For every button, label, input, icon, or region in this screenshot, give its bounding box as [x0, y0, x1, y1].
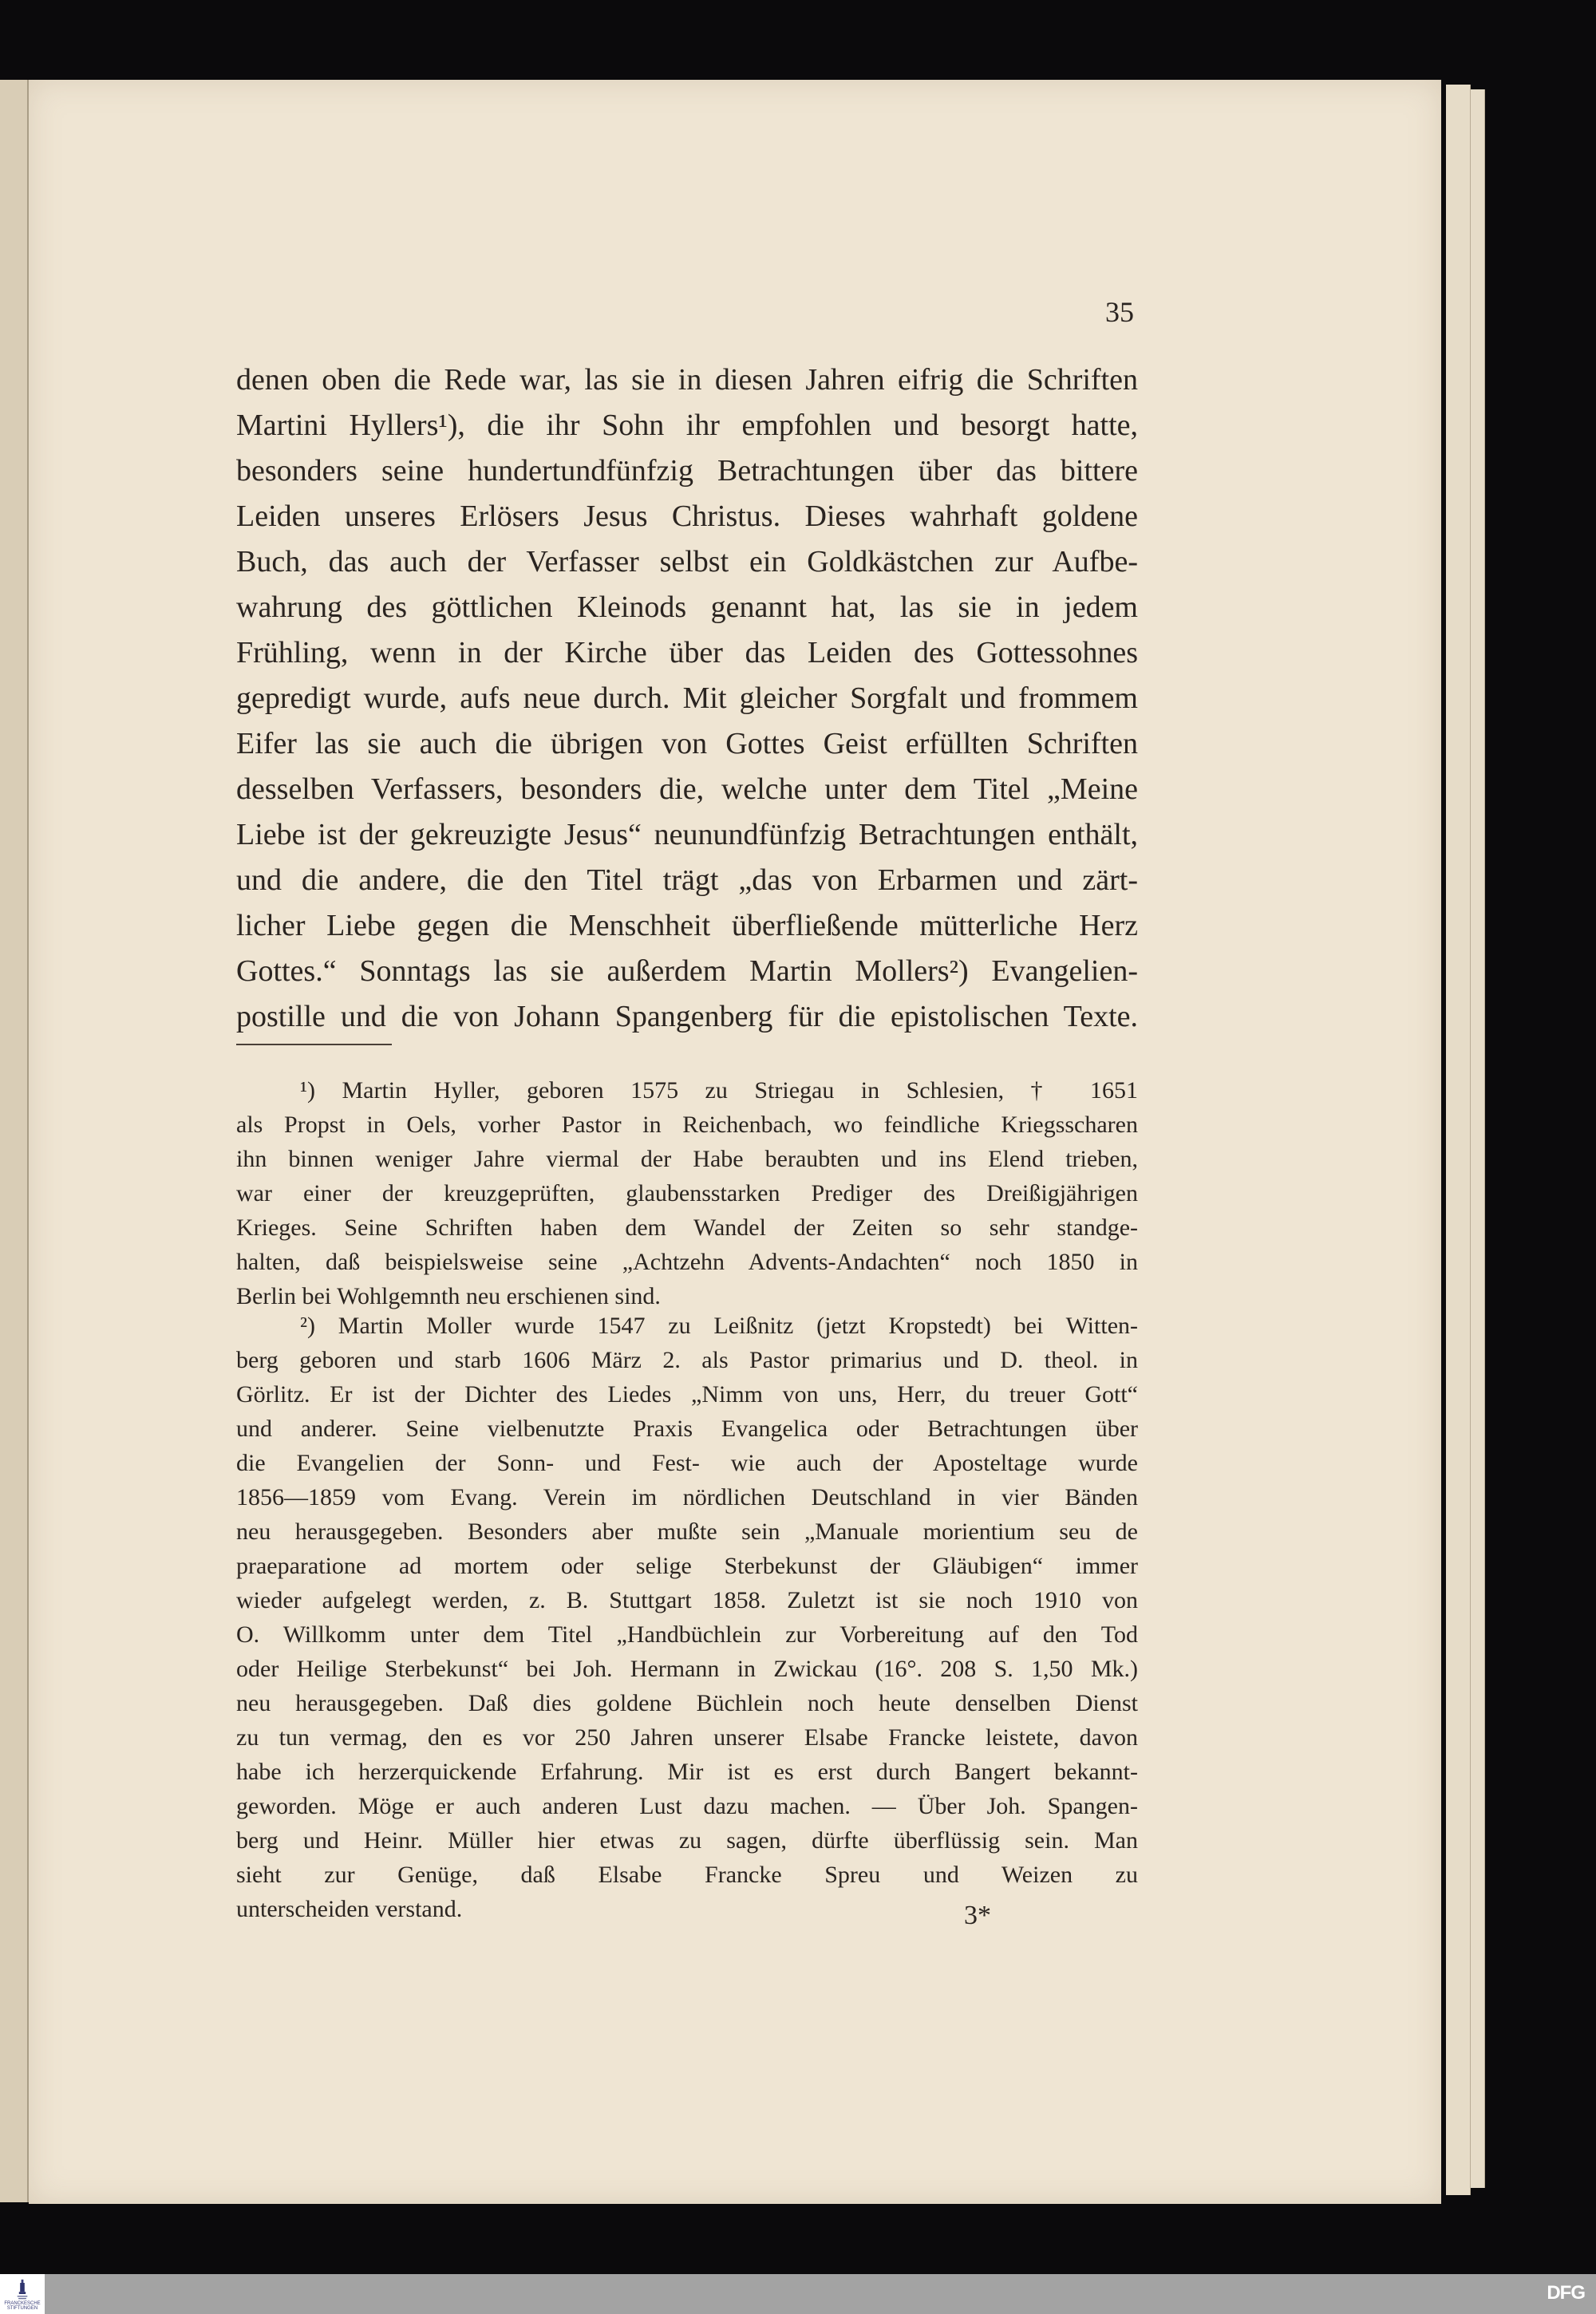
text-line: denen oben die Rede war, las sie in diesen Jahren eifrig die Schriften — [236, 363, 1138, 397]
footnote-separator — [236, 1044, 392, 1045]
text-line: ihn binnen weniger Jahre viermal der Habe beraubten und ins Elend trieben, — [236, 1146, 1138, 1172]
text-line: wieder aufgelegt werden, z. B. Stuttgart 1858. Zuletzt ist sie noch 1910 von — [236, 1587, 1138, 1613]
text-line: Liebe ist der gekreuzigte Jesus“ neunundfünfzig Betrachtungen enthält, — [236, 818, 1138, 851]
text-line: zu tun vermag, den es vor 250 Jahren unserer Elsabe Francke leistete, davon — [236, 1724, 1138, 1751]
text-line: unterscheiden verstand. — [236, 1896, 463, 1922]
facing-page-edge — [0, 80, 29, 2202]
text-line: Görlitz. Er ist der Dichter des Liedes „Nimm von uns, Herr, du treuer Gott“ — [236, 1381, 1138, 1408]
text-line: halten, daß beispielsweise seine „Achtzehn Advents-Andachten“ noch 1850 in — [236, 1249, 1138, 1275]
text-line: Berlin bei Wohlgemnth neu erschienen sind. — [236, 1283, 661, 1309]
text-line: als Propst in Oels, vorher Pastor in Reichenbach, wo feindliche Kriegsscharen — [236, 1112, 1138, 1138]
dfg-logo: DFG — [1547, 2282, 1585, 2304]
statue-icon — [17, 2276, 28, 2301]
text-line: neu herausgegeben. Daß dies goldene Büchlein noch heute denselben Dienst — [236, 1690, 1138, 1716]
text-line: Frühling, wenn in der Kirche über das Leiden des Gottessohnes — [236, 636, 1138, 669]
text-line: und anderer. Seine vielbenutzte Praxis Evangelica oder Betrachtungen über — [236, 1416, 1138, 1442]
text-line: desselben Verfassers, besonders die, welche unter dem Titel „Meine — [236, 772, 1138, 806]
text-line: berg geboren und starb 1606 März 2. als Pastor primarius und D. theol. in — [236, 1347, 1138, 1373]
main-text — [236, 357, 1138, 1040]
text-line: neu herausgegeben. Besonders aber mußte sein „Manuale morientium seu de — [236, 1518, 1138, 1545]
institution-logo-text: FRANCKESCHE STIFTUNGEN — [4, 2301, 41, 2311]
institution-logo — [0, 2274, 45, 2314]
text-line: sieht zur Genüge, daß Elsabe Francke Spreu und Weizen zu — [236, 1862, 1138, 1888]
text-line: gepredigt wurde, aufs neue durch. Mit gleicher Sorgfalt und frommem — [236, 681, 1138, 715]
footnote-2 — [236, 1309, 1138, 1926]
text-line: wahrung des göttlichen Kleinods genannt hat, las sie in jedem — [236, 590, 1138, 624]
text-line: besonders seine hundertundfünfzig Betrachtungen über das bittere — [236, 454, 1138, 488]
signature-mark: 3* — [964, 1901, 991, 1930]
text-line: Martini Hyllers¹), die ihr Sohn ihr empfohlen und besorgt hatte, — [236, 409, 1138, 442]
text-line: Gottes.“ Sonntags las sie außerdem Martin Mollers²) Evangelien- — [236, 954, 1138, 988]
text-line: O. Willkomm unter dem Titel „Handbüchlein zur Vorbereitung auf den Tod — [236, 1621, 1138, 1648]
footnote-1 — [236, 1073, 1138, 1313]
text-line: berg und Heinr. Müller hier etwas zu sagen, dürfte überflüssig sein. Man — [236, 1827, 1138, 1854]
text-line: und die andere, die den Titel trägt „das von Erbarmen und zärt- — [236, 863, 1138, 897]
viewer-footer-strip — [0, 2274, 1596, 2314]
text-line: Buch, das auch der Verfasser selbst ein Goldkästchen zur Aufbe- — [236, 545, 1138, 578]
text-line: praeparatione ad mortem oder selige Sterbekunst der Gläubigen“ immer — [236, 1553, 1138, 1579]
text-line: licher Liebe gegen die Menschheit überfließende mütterliche Herz — [236, 909, 1138, 942]
text-line: ¹) Martin Hyller, geboren 1575 zu Striegau in Schlesien, † 1651 — [300, 1077, 1138, 1104]
text-line: postille und die von Johann Spangenberg für die epistolischen Texte. — [236, 1000, 1138, 1033]
text-line: die Evangelien der Sonn- und Fest- wie auch der Aposteltage wurde — [236, 1450, 1138, 1476]
text-line: geworden. Möge er auch anderen Lust dazu machen. — Über Joh. Spangen- — [236, 1793, 1138, 1819]
text-line: Leiden unseres Erlösers Jesus Christus. Dieses wahrhaft goldene — [236, 500, 1138, 533]
page-stack-edge — [1446, 85, 1471, 2195]
text-line: habe ich herzerquickende Erfahrung. Mir ist es erst durch Bangert bekannt- — [236, 1759, 1138, 1785]
text-line: ²) Martin Moller wurde 1547 zu Leißnitz (jetzt Kropstedt) bei Witten- — [300, 1313, 1138, 1339]
text-line: 1856—1859 vom Evang. Verein im nördlichen Deutschland in vier Bänden — [236, 1484, 1138, 1510]
text-line: Krieges. Seine Schriften haben dem Wandel der Zeiten so sehr standge- — [236, 1214, 1138, 1241]
page-number: 35 — [1105, 296, 1134, 328]
text-line: war einer der kreuzgeprüften, glaubensstarken Prediger des Dreißigjährigen — [236, 1180, 1138, 1206]
text-line: Eifer las sie auch die übrigen von Gottes Geist erfüllten Schriften — [236, 727, 1138, 760]
text-line: oder Heilige Sterbekunst“ bei Joh. Hermann in Zwickau (16°. 208 S. 1,50 Mk.) — [236, 1656, 1138, 1682]
